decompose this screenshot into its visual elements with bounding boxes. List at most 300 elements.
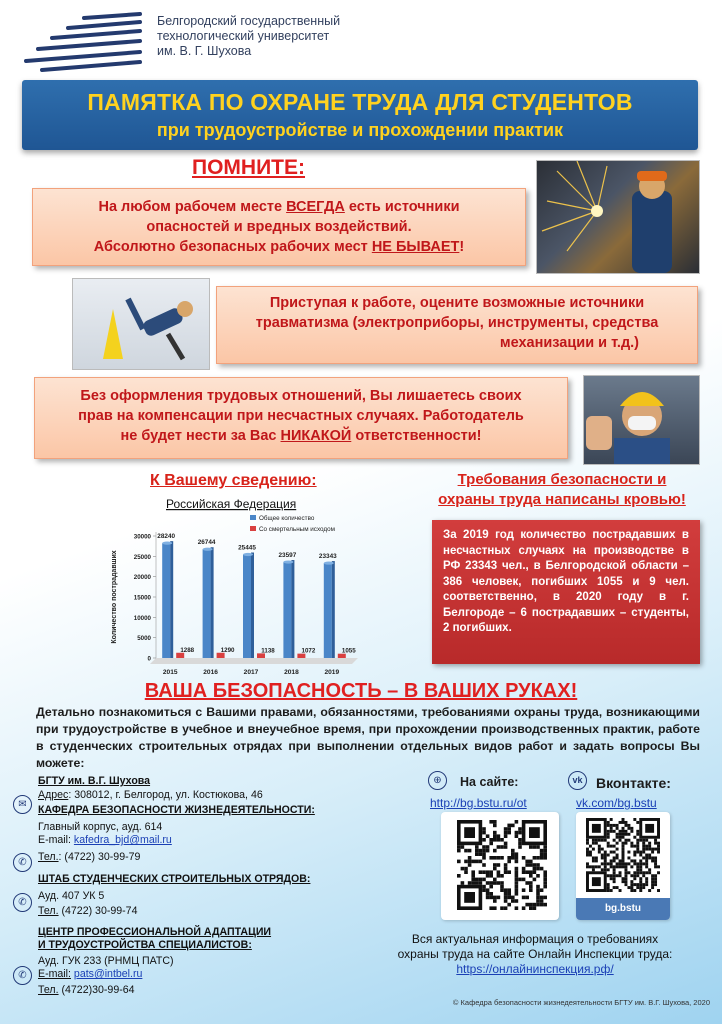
contact-center-email: E-mail: pats@intbel.ru xyxy=(38,968,143,980)
qr-module xyxy=(619,839,622,842)
qr-module xyxy=(507,856,511,860)
qr-module xyxy=(486,849,490,853)
bar-total-side xyxy=(332,561,335,658)
qr-module xyxy=(518,878,522,882)
qr-module xyxy=(497,856,501,860)
qr-module xyxy=(536,892,540,896)
qr-module xyxy=(586,854,589,857)
qr-module xyxy=(543,874,547,878)
qr-module xyxy=(627,856,630,859)
qr-module xyxy=(607,836,610,839)
qr-module xyxy=(482,878,486,882)
qr-module xyxy=(592,865,595,868)
qr-module xyxy=(657,889,660,892)
qr-module xyxy=(622,833,625,836)
qr-module xyxy=(636,871,639,874)
qr-module xyxy=(630,845,633,848)
qr-module xyxy=(624,871,627,874)
y-tick-label: 25000 xyxy=(133,553,151,561)
qr-module xyxy=(613,871,616,874)
qr-module xyxy=(471,881,475,885)
x-tick-label: 2019 xyxy=(324,669,340,676)
qr-module xyxy=(651,883,654,886)
qr-module xyxy=(468,881,472,885)
qr-module xyxy=(622,842,625,845)
qr-module xyxy=(518,831,522,835)
x-tick-label: 2018 xyxy=(284,669,299,676)
contact-center-tel: Тел. (4722)30-99-64 xyxy=(38,983,135,996)
qr-module xyxy=(471,860,475,864)
qr-module xyxy=(504,831,508,835)
contact-dept: КАФЕДРА БЕЗОПАСНОСТИ ЖИЗНЕДЕЯТЕЛЬНОСТИ: xyxy=(38,804,315,816)
qr-module xyxy=(461,881,465,885)
qr-module xyxy=(645,880,648,883)
qr-module xyxy=(525,863,529,867)
qr-module xyxy=(639,871,642,874)
qr-module xyxy=(493,906,497,910)
qr-module xyxy=(493,820,497,824)
qr-module xyxy=(604,862,607,865)
contact-address: Адрес: 308012, г. Белгород, ул. Костюкова, 46 xyxy=(38,788,263,801)
qr-module xyxy=(601,856,604,859)
qr-module xyxy=(525,860,529,864)
qr-module xyxy=(515,881,519,885)
qr-module xyxy=(616,848,619,851)
bar-total xyxy=(162,543,170,658)
qr-module xyxy=(522,906,526,910)
qr-module xyxy=(633,854,636,857)
qr-finder xyxy=(529,827,540,838)
copyright: © Кафедра безопасности жизнедеятельности БГТУ им. В.Г. Шухова, 2020 xyxy=(452,998,710,1007)
qr-module xyxy=(619,859,622,862)
qr-module xyxy=(651,848,654,851)
qr-module xyxy=(489,820,493,824)
qr-module xyxy=(482,827,486,831)
contact-center: ЦЕНТР ПРОФЕССИОНАЛЬНОЙ АДАПТАЦИИ И ТРУДОУСТРОЙСТВА СПЕЦИАЛИСТОВ: xyxy=(38,925,272,951)
bar-total-top xyxy=(243,553,253,556)
qr-module xyxy=(645,854,648,857)
vk-qr-code[interactable] xyxy=(576,812,670,920)
qr-module xyxy=(464,870,468,874)
safety-slogan: ВАША БЕЗОПАСНОСТЬ – В ВАШИХ РУКАХ! xyxy=(144,680,578,702)
qr-module xyxy=(543,896,547,900)
qr-module xyxy=(636,839,639,842)
qr-module xyxy=(613,856,616,859)
qr-module xyxy=(613,839,616,842)
qr-module xyxy=(529,870,533,874)
qr-module xyxy=(515,892,519,896)
qr-module xyxy=(654,874,657,877)
qr-module xyxy=(504,896,508,900)
qr-module xyxy=(543,845,547,849)
legend-swatch xyxy=(250,526,256,531)
qr-module xyxy=(648,856,651,859)
qr-module xyxy=(627,862,630,865)
qr-module xyxy=(457,860,461,864)
y-tick-label: 5000 xyxy=(137,635,151,643)
qr-module xyxy=(500,874,504,878)
qr-module xyxy=(475,852,479,856)
qr-finder xyxy=(464,892,475,903)
qr-module xyxy=(639,839,642,842)
qr-module xyxy=(595,859,598,862)
qr-module xyxy=(515,885,519,889)
statistics-box: За 2019 год количество пострадавших в несчастных случаях на производстве в РФ 23343 чел., в Белгородской области – 386 человек, погибших 1055 и 9 чел. соответственно, в 2020 году в г. Белгороде – 6 пострадавших – студенты, 2 погибших. xyxy=(432,520,700,664)
qr-module xyxy=(507,896,511,900)
qr-finder xyxy=(592,824,601,833)
page-title: ПАМЯТКА ПО ОХРАНЕ ТРУДА ДЛЯ СТУДЕНТОВ xyxy=(87,89,633,115)
qr-module xyxy=(486,834,490,838)
qr-module xyxy=(648,889,651,892)
qr-module xyxy=(533,856,537,860)
qr-module xyxy=(479,878,483,882)
qr-module xyxy=(642,848,645,851)
qr-module xyxy=(504,892,508,896)
qr-module xyxy=(633,845,636,848)
qr-module xyxy=(489,881,493,885)
qr-module xyxy=(619,889,622,892)
y-tick-label: 20000 xyxy=(133,574,151,582)
contacts-list xyxy=(38,775,368,997)
qr-module xyxy=(511,849,515,853)
qr-module xyxy=(598,848,601,851)
qr-module xyxy=(604,856,607,859)
qr-module xyxy=(529,881,533,885)
vk-qr-caption: bg.bstu xyxy=(576,898,670,920)
qr-module xyxy=(648,868,651,871)
legend-swatch xyxy=(250,515,256,520)
qr-module xyxy=(636,865,639,868)
qr-module xyxy=(624,874,627,877)
title-banner xyxy=(22,80,698,150)
qr-module xyxy=(651,877,654,880)
qr-module xyxy=(504,867,508,871)
qr-module xyxy=(515,856,519,860)
contact-dept-place: Главный корпус, ауд. 614 xyxy=(38,820,163,833)
phone-icon: ✆ xyxy=(13,966,32,985)
info-heading: К Вашему сведению: xyxy=(150,472,317,489)
qr-module xyxy=(504,845,508,849)
qr-module xyxy=(624,865,627,868)
qr-module xyxy=(493,856,497,860)
qr-module xyxy=(540,849,544,853)
qr-module xyxy=(522,867,526,871)
qr-module xyxy=(604,851,607,854)
qr-module xyxy=(610,889,613,892)
qr-module xyxy=(630,827,633,830)
qr-module xyxy=(613,880,616,883)
qr-module xyxy=(589,845,592,848)
vk-link[interactable]: vk.com/bg.bstu xyxy=(576,796,657,810)
qr-module xyxy=(592,839,595,842)
qr-module xyxy=(645,877,648,880)
qr-module xyxy=(616,827,619,830)
qr-module xyxy=(622,818,625,821)
qr-module xyxy=(518,842,522,846)
qr-module xyxy=(651,851,654,854)
qr-module xyxy=(639,886,642,889)
qr-module xyxy=(645,859,648,862)
qr-module xyxy=(515,860,519,864)
qr-module xyxy=(475,881,479,885)
qr-module xyxy=(619,821,622,824)
qr-module xyxy=(489,906,493,910)
qr-module xyxy=(461,867,465,871)
qr-module xyxy=(515,899,519,903)
qr-module xyxy=(604,859,607,862)
y-axis-label: Количество пострадавших xyxy=(111,550,118,644)
qr-module xyxy=(540,903,544,907)
qr-module xyxy=(522,870,526,874)
qr-module xyxy=(529,860,533,864)
qr-module xyxy=(497,870,501,874)
qr-module xyxy=(642,842,645,845)
qr-module xyxy=(627,833,630,836)
qr-module xyxy=(493,863,497,867)
qr-module xyxy=(622,848,625,851)
vk-icon: vk xyxy=(568,771,587,790)
qr-module xyxy=(529,906,533,910)
qr-module xyxy=(533,845,537,849)
qr-module xyxy=(627,839,630,842)
qr-module xyxy=(645,839,648,842)
qr-module xyxy=(515,874,519,878)
qr-module xyxy=(543,903,547,907)
qr-module xyxy=(511,899,515,903)
remember-heading: ПОМНИТЕ: xyxy=(192,156,306,179)
qr-module xyxy=(500,885,504,889)
qr-module xyxy=(627,851,630,854)
qr-module xyxy=(507,888,511,892)
qr-module xyxy=(475,845,479,849)
qr-module xyxy=(533,863,537,867)
qr-module xyxy=(645,883,648,886)
qr-module xyxy=(515,831,519,835)
qr-module xyxy=(536,888,540,892)
qr-module xyxy=(624,842,627,845)
qr-module xyxy=(624,880,627,883)
bar-total xyxy=(324,563,332,658)
qr-module xyxy=(511,852,515,856)
qr-module xyxy=(613,865,616,868)
bar-fatal-label: 1288 xyxy=(180,646,195,654)
qr-module xyxy=(536,903,540,907)
qr-module xyxy=(497,834,501,838)
qr-module xyxy=(642,862,645,865)
contact-dept-email: E-mail: kafedra_bjd@mail.ru xyxy=(38,834,172,846)
qr-module xyxy=(482,852,486,856)
qr-module xyxy=(493,867,497,871)
qr-module xyxy=(475,849,479,853)
qr-module xyxy=(607,862,610,865)
qr-module xyxy=(607,854,610,857)
qr-module xyxy=(522,896,526,900)
y-tick-label: 0 xyxy=(147,655,151,663)
qr-module xyxy=(636,851,639,854)
photo-welder xyxy=(536,160,700,274)
qr-module xyxy=(482,856,486,860)
qr-module xyxy=(482,870,486,874)
qr-module xyxy=(619,833,622,836)
qr-module xyxy=(543,856,547,860)
qr-module xyxy=(654,877,657,880)
qr-module xyxy=(533,878,537,882)
qr-module xyxy=(518,845,522,849)
qr-module xyxy=(482,888,486,892)
qr-module xyxy=(479,870,483,874)
qr-module xyxy=(543,852,547,856)
qr-module xyxy=(622,862,625,865)
qr-module xyxy=(630,889,633,892)
qr-module xyxy=(497,896,501,900)
qr-module xyxy=(645,848,648,851)
qr-module xyxy=(515,906,519,910)
qr-module xyxy=(601,839,604,842)
qr-module xyxy=(497,845,501,849)
qr-module xyxy=(616,836,619,839)
center-email-link[interactable]: pats@intbel.ru xyxy=(73,968,143,980)
site-qr-code[interactable] xyxy=(441,812,559,920)
qr-module xyxy=(619,871,622,874)
qr-module xyxy=(493,834,497,838)
qr-module xyxy=(489,870,493,874)
qr-module xyxy=(540,899,544,903)
qr-module xyxy=(633,883,636,886)
qr-module xyxy=(515,820,519,824)
qr-module xyxy=(479,849,483,853)
phone-icon: ✆ xyxy=(13,853,32,872)
qr-module xyxy=(471,878,475,882)
contact-sso-tel: Тел. (4722) 30-99-74 xyxy=(38,905,138,917)
qr-module xyxy=(457,845,461,849)
dept-email-link[interactable]: kafedra_bjd@mail.ru xyxy=(73,834,172,846)
qr-module xyxy=(497,874,501,878)
qr-module xyxy=(613,830,616,833)
qr-module xyxy=(586,862,589,865)
qr-module xyxy=(504,834,508,838)
photo-slip-fall xyxy=(72,278,210,370)
qr-module xyxy=(468,856,472,860)
bar-total-label: 23343 xyxy=(318,553,337,561)
qr-module xyxy=(504,906,508,910)
qr-module xyxy=(633,877,636,880)
qr-module xyxy=(642,871,645,874)
qr-module xyxy=(610,824,613,827)
phone-icon: ✆ xyxy=(13,893,32,912)
bar-total-top xyxy=(203,548,213,551)
qr-module xyxy=(592,842,595,845)
qr-module xyxy=(654,839,657,842)
qr-module xyxy=(622,865,625,868)
qr-module xyxy=(610,859,613,862)
qr-module xyxy=(586,851,589,854)
qr-module xyxy=(595,839,598,842)
qr-module xyxy=(636,862,639,865)
qr-module xyxy=(636,821,639,824)
qr-module xyxy=(613,851,616,854)
qr-module xyxy=(648,842,651,845)
legend-entry: Общее количество xyxy=(259,515,315,522)
qr-module xyxy=(515,834,519,838)
qr-module xyxy=(536,863,540,867)
qr-finder xyxy=(592,877,601,886)
qr-module xyxy=(475,860,479,864)
qr-module xyxy=(607,833,610,836)
qr-module xyxy=(500,888,504,892)
qr-module xyxy=(592,848,595,851)
qr-module xyxy=(464,849,468,853)
qr-module xyxy=(493,899,497,903)
y-tick-label: 15000 xyxy=(133,594,151,602)
y-tick-label: 10000 xyxy=(133,614,151,622)
qr-module xyxy=(636,845,639,848)
bar-total xyxy=(283,562,291,658)
qr-module xyxy=(601,862,604,865)
qr-module xyxy=(504,827,508,831)
qr-module xyxy=(504,899,508,903)
qr-module xyxy=(642,886,645,889)
qr-module xyxy=(636,842,639,845)
qr-module xyxy=(489,885,493,889)
qr-module xyxy=(616,842,619,845)
university-name: Белгородский государственный технологический университет им. В. Г. Шухова xyxy=(157,14,341,58)
inspection-link[interactable]: https://онлайнинспекция.рф/ xyxy=(456,962,614,976)
inspection-note: Вся актуальная информация о требованиях охраны труда на сайте Онлайн Инспекции труда: https://онлайнинспекция.рф/ xyxy=(370,932,700,977)
qr-module xyxy=(648,871,651,874)
qr-module xyxy=(497,881,501,885)
qr-module xyxy=(598,851,601,854)
qr-module xyxy=(529,903,533,907)
qr-module xyxy=(595,865,598,868)
qr-module xyxy=(622,821,625,824)
qr-module xyxy=(616,874,619,877)
qr-module xyxy=(515,867,519,871)
bar-total-label: 28240 xyxy=(157,533,176,541)
qr-module xyxy=(497,838,501,842)
qr-module xyxy=(533,903,537,907)
qr-module xyxy=(489,856,493,860)
legend-entry: Со смертельным исходом xyxy=(259,526,335,533)
qr-module xyxy=(619,830,622,833)
qr-module xyxy=(504,863,508,867)
qr-module xyxy=(616,886,619,889)
qr-module xyxy=(489,896,493,900)
qr-module xyxy=(622,851,625,854)
qr-module xyxy=(536,896,540,900)
qr-module xyxy=(536,845,540,849)
qr-module xyxy=(636,830,639,833)
qr-module xyxy=(633,836,636,839)
site-link[interactable]: http://bg.bstu.ru/ot xyxy=(430,796,527,810)
qr-module xyxy=(616,862,619,865)
qr-module xyxy=(486,845,490,849)
qr-module xyxy=(486,874,490,878)
qr-module xyxy=(586,865,589,868)
qr-module xyxy=(633,871,636,874)
qr-module xyxy=(642,856,645,859)
qr-module xyxy=(639,865,642,868)
qr-module xyxy=(515,852,519,856)
qr-module xyxy=(468,863,472,867)
notice-box-assess-risks: Приступая к работе, оцените возможные источники травматизма (электроприборы, инструменты, средства механизации и т.д.) xyxy=(216,286,698,364)
qr-module xyxy=(540,867,544,871)
qr-module xyxy=(639,868,642,871)
qr-module xyxy=(486,892,490,896)
qr-module xyxy=(525,881,529,885)
qr-module xyxy=(482,831,486,835)
qr-module xyxy=(536,867,540,871)
qr-module xyxy=(654,856,657,859)
